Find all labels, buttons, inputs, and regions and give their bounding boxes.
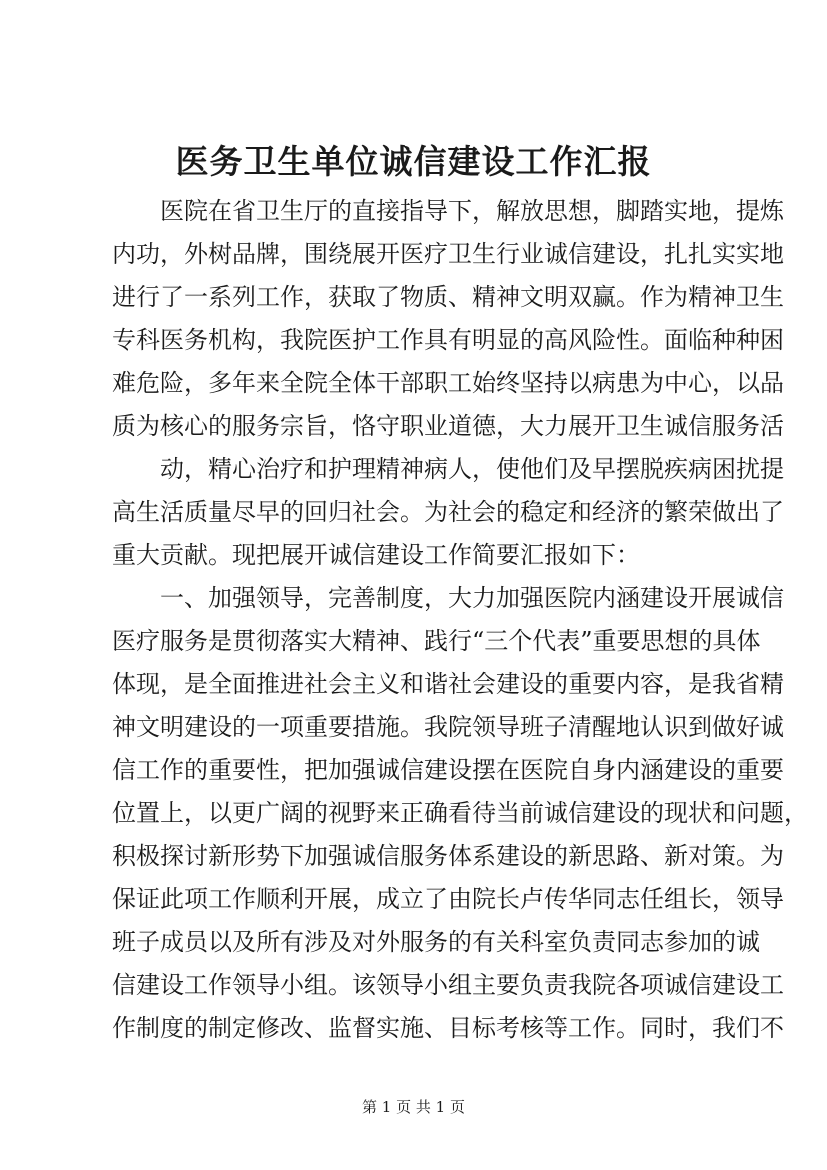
paragraph-line: 难危险，多年来全院全体干部职工始终坚持以病患为中心，以品 [112,369,784,397]
paragraph-line: 医院在省卫生厅的直接指导下，解放思想，脚踏实地，提炼 [160,197,784,225]
paragraph-line: 医疗服务是贯彻落实大精神、践行“三个代表”重要思想的具体 [112,627,761,655]
paragraph-line: 积极探讨新形势下加强诚信服务体系建设的新思路、新对策。为 [112,842,784,870]
paragraph-line: 一、加强领导，完善制度，大力加强医院内涵建设开展诚信 [160,584,784,612]
paragraph-line: 专科医务机构，我院医护工作具有明显的高风险性。面临种种困 [112,326,784,354]
paragraph-line: 重大贡献。现把展开诚信建设工作简要汇报如下： [112,541,640,569]
paragraph-line: 保证此项工作顺利开展，成立了由院长卢传华同志任组长，领导 [112,885,784,913]
paragraph-line: 位置上，以更广阔的视野来正确看待当前诚信建设的现状和问题， [112,799,808,827]
page-footer: 第 1 页 共 1 页 [362,1098,465,1116]
paragraph-line: 神文明建设的一项重要措施。我院领导班子清醒地认识到做好诚 [112,713,784,741]
paragraph-line: 信建设工作领导小组。该领导小组主要负责我院各项诚信建设工 [112,971,784,999]
paragraph-line: 班子成员以及所有涉及对外服务的有关科室负责同志参加的诚 [112,928,760,956]
paragraph-line: 作制度的制定修改、监督实施、目标考核等工作。同时，我们不 [112,1014,784,1042]
paragraph-line: 动，精心治疗和护理精神病人，使他们及早摆脱疾病困扰提 [160,455,784,483]
paragraph-line: 信工作的重要性，把加强诚信建设摆在医院自身内涵建设的重要 [112,756,784,784]
paragraph-line: 内功，外树品牌，围绕展开医疗卫生行业诚信建设，扎扎实实地 [112,240,784,268]
paragraph-line: 进行了一系列工作，获取了物质、精神文明双赢。作为精神卫生 [112,283,784,311]
paragraph-line: 体现，是全面推进社会主义和谐社会建设的重要内容，是我省精 [112,670,784,698]
paragraph-line: 质为核心的服务宗旨，恪守职业道德，大力展开卫生诚信服务活 [112,412,784,440]
document-title: 医务卫生单位诚信建设工作汇报 [175,142,652,181]
paragraph-line: 高生活质量尽早的回归社会。为社会的稳定和经济的繁荣做出了 [112,498,784,526]
